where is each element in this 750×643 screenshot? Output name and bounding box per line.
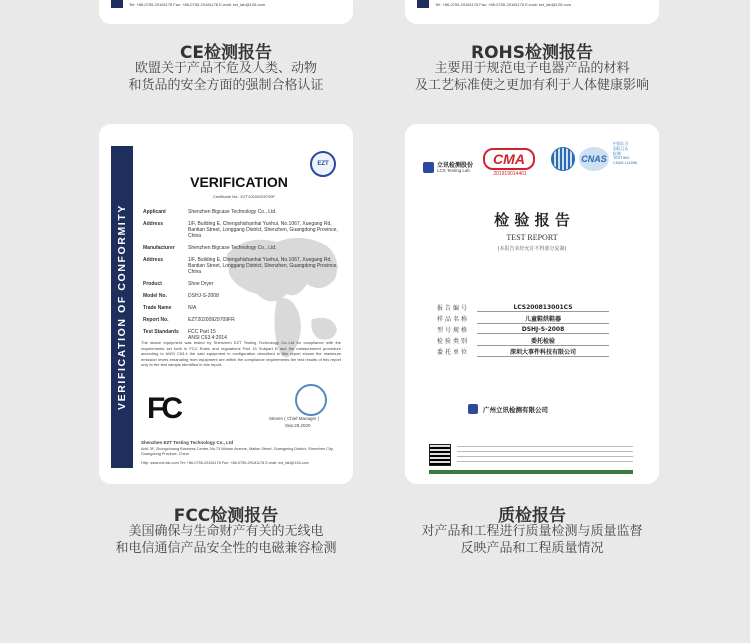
field-value: 1/F, Building E, Chengshishanhai Yunhui, No.1067, Xuegang Rd, Bantian Street, Longgang District, Shenzhen, Guangdong Province, China [188,257,338,275]
field-row [143,281,343,287]
report-info-value: 委托检验 [477,336,609,346]
fcc-report-card [99,124,353,484]
certificate-heading: VERIFICATION [190,174,288,190]
report-info-row [437,313,609,324]
field-label: Product [143,281,162,287]
report-info-label: 报告编号 [437,305,470,312]
field-label: Applicant [143,209,166,215]
issuer-company: Shenzhen EZT Testing Technology Co., Ltd [141,440,234,445]
certificate-fields [143,209,343,347]
rohs-report-card [405,0,659,24]
report-info-label: 检验类别 [437,338,470,345]
field-row [143,257,343,275]
report-subtitle: TEST REPORT [506,233,558,242]
lcs-test-report [405,124,659,484]
field-row [143,221,343,239]
issuer-contact: Http: www.ezt-lab.com Tel: +86-0755-29181178 Fax: +86-0755-29181178 E-mail: ezt_lab@126.com [141,461,309,465]
ce-report-desc: 欧盟关于产品不危及人类、动物 和货品的安全方面的强制合格认证 [128,61,324,93]
cnas-side-text: 中国认可 国际互认 检测 TESTING CNAS L11556 [613,142,637,166]
report-info-value: 儿童鞋烘鞋器 [477,314,609,324]
report-info-value: DSHJ-S-2008 [477,326,609,334]
report-info-value: LCS200813001CS [477,304,609,312]
qr-code-icon [429,444,451,466]
field-value: N/A [188,305,197,311]
conformity-side-banner [111,146,133,468]
rohs-report-title: ROHS检测报告 [470,43,593,63]
certificate-number: Certificate No.: EZT20200929709F [212,194,276,199]
field-label: Address [143,257,164,263]
field-label: Trade Name [143,305,172,311]
field-value: FCC Part 15 ANSI C63.4:2014 [188,329,227,341]
issuer-address: Add: 3F, Zhongchuang Business Center, No.73 Nihuan Avenue, Matian Street, Guangming District, Shenzhen City, Guangdong Province, China [141,447,334,456]
report-info-label: 委托单位 [437,349,470,356]
signature-stamp-icon [295,384,327,416]
lcs-logo-icon [423,162,434,173]
footer-line [457,456,633,457]
conformity-banner-text: VERIFICATION OF CONFORMITY [116,204,128,410]
field-row [143,317,343,323]
report-info-row [437,335,609,346]
report-info-row [437,302,609,313]
field-value: Shoe Dryer [188,281,214,287]
report-info-label: 型号规格 [437,327,470,334]
cma-logo: CMA [483,148,535,170]
field-value: Shenzhen Bigcase Technology Co., Ltd. [188,245,277,251]
field-label: Report No. [143,317,169,323]
quality-report-desc: 对产品和工程进行质量检测与质量监督 反映产品和工程质量情况 [421,524,643,556]
field-label: Manufacturer [143,245,175,251]
footer-line [457,461,633,462]
quality-report-title: 质检报告 [498,506,566,526]
fcc-report-desc: 美国确保与生命财产有关的无线电 和电信通信产品安全性的电磁兼容检测 [115,524,337,556]
fc-logo: FC [147,392,179,425]
footer-line [457,451,633,452]
report-info-row [437,324,609,335]
report-info-table [437,302,609,357]
report-footer-bar [429,470,633,474]
issuing-company: 广州立讯检测有限公司 [483,406,548,414]
card-footer-text: Tel: +86-0755-29181178 Fax: +86-0755-29181178 E-mail: ezt_lab@126.com [129,2,266,7]
field-value: 1/F, Building E, Chengshishanhai Yunhui, No.1067, Xuegang Rd, Bantian Street, Longgang District, Shenzhen, Guangdong Province, China [188,221,338,239]
company-logo-icon [468,404,478,414]
field-label: Address [143,221,164,227]
field-value: Shenzhen Bigcase Technology Co., Ltd. [188,209,277,215]
field-row [143,293,343,299]
lcs-lab-name: 立讯检测股份 [437,162,474,169]
fcc-report-title: FCC检测报告 [173,506,279,526]
lcs-lab-name-en: LCS Testing Lab [437,168,470,173]
cnas-logo: CNAS [579,147,609,171]
card-blue-stripe [417,0,429,8]
rohs-report-desc: 主要用于规范电子电器产品的材料 及工艺标准使之更加有利于人体健康影响 [414,61,649,93]
signature-date: Sep.29,2020 [285,423,311,428]
card-blue-stripe [111,0,123,8]
cma-number: 201919014461 [493,171,527,177]
field-row [143,209,343,215]
field-label: Test Standards [143,329,179,335]
field-value: DSHJ-S-2008 [188,293,219,299]
quality-report-card [405,124,659,484]
field-row [143,245,343,251]
report-info-value: 深圳大事件科技有限公司 [477,347,609,357]
report-info-row [437,346,609,357]
report-note: (本报告未经允许不得部分复制) [497,246,567,252]
ezt-seal-text: EZT [317,161,329,167]
signer-name: Steven ( Chief Manager ) [269,416,320,421]
ce-report-card [99,0,353,24]
report-info-label: 样品名称 [437,316,470,323]
report-title: 检 验 报 告 [494,211,570,229]
card-footer-text: Tel: +86-0755-29181178 Fax: +86-0755-29181178 E-mail: ezt_lab@126.com [435,2,572,7]
field-label: Model No. [143,293,167,299]
field-value: EZT20200929709FR [188,317,235,323]
compliance-statement: The above equipment was tested by Shenzhen EZT Testing Technology Co.,Ltd for compliance with the requirements set forth in FCC Rules and regulations Part 15 Subpart B and the measurement procedure according to ANSI C63.4 the said equipment in configuration described in this report shows the maximum emission levels emanating from equipment are within the compliance requirements the test results of this report only to the test sample identified in this report. [141,340,341,367]
report-footer-lines [457,446,633,462]
footer-line [457,446,633,447]
ce-report-title: CE检测报告 [179,43,273,63]
ilac-globe-icon [551,147,575,171]
fcc-certificate [99,124,353,484]
field-row [143,305,343,311]
